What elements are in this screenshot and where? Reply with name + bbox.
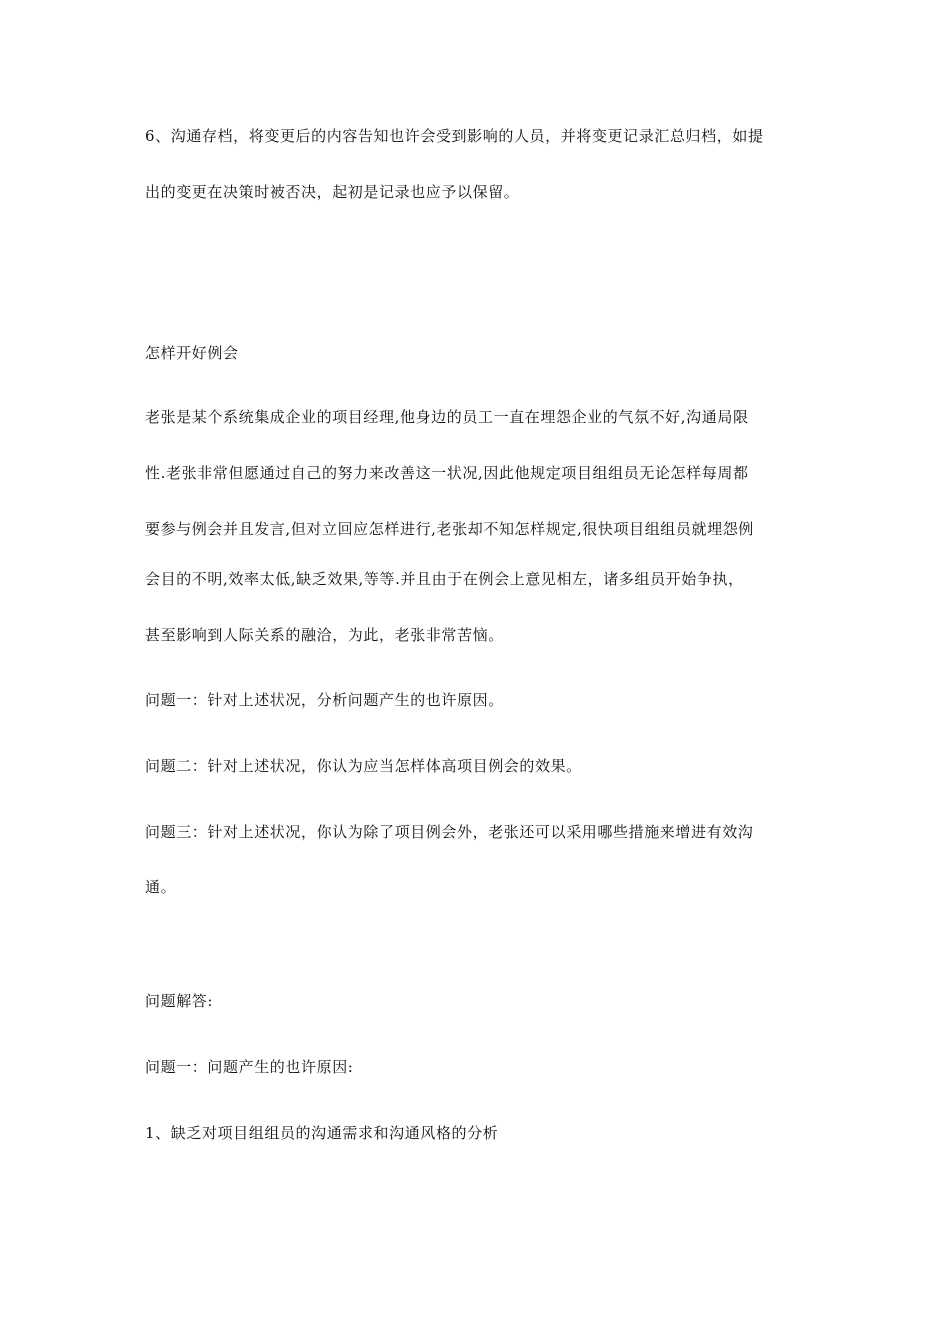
answers-heading: 问题解答: — [145, 992, 214, 1010]
answer-1-item-1: 1、缺乏对项目组组员的沟通需求和沟通风格的分析 — [145, 1124, 499, 1142]
question-1: 问题一：针对上述状况，分析问题产生的也许原因。 — [145, 691, 504, 709]
case-line-2: 性.老张非常但愿通过自己的努力来改善这一状况,因此他规定项目组组员无论怎样每周都 — [145, 464, 749, 482]
section-heading-meeting: 怎样开好例会 — [145, 344, 239, 362]
answer-1-heading: 问题一：问题产生的也许原因: — [145, 1058, 354, 1076]
case-line-4: 会目的不明,效率太低,缺乏效果,等等.并且由于在例会上意见相左，诸多组员开始争执， — [145, 570, 744, 588]
case-line-5: 甚至影响到人际关系的融洽，为此，老张非常苦恼。 — [145, 626, 504, 644]
case-line-3: 要参与例会并且发言,但对立回应怎样进行,老张却不知怎样规定,很快项目组组员就埋怨例 — [145, 520, 754, 538]
question-3-line2: 通。 — [145, 878, 177, 896]
item6-line1: 6、沟通存档，将变更后的内容告知也许会受到影响的人员，并将变更记录汇总归档，如提 — [145, 127, 764, 145]
item6-line2: 出的变更在决策时被否决，起初是记录也应予以保留。 — [145, 183, 520, 201]
case-line-1: 老张是某个系统集成企业的项目经理,他身边的员工一直在埋怨企业的气氛不好,沟通局限 — [145, 408, 749, 426]
question-3-line1: 问题三：针对上述状况，你认为除了项目例会外，老张还可以采用哪些措施来增进有效沟 — [145, 823, 754, 841]
question-2: 问题二：针对上述状况，你认为应当怎样体高项目例会的效果。 — [145, 757, 582, 775]
